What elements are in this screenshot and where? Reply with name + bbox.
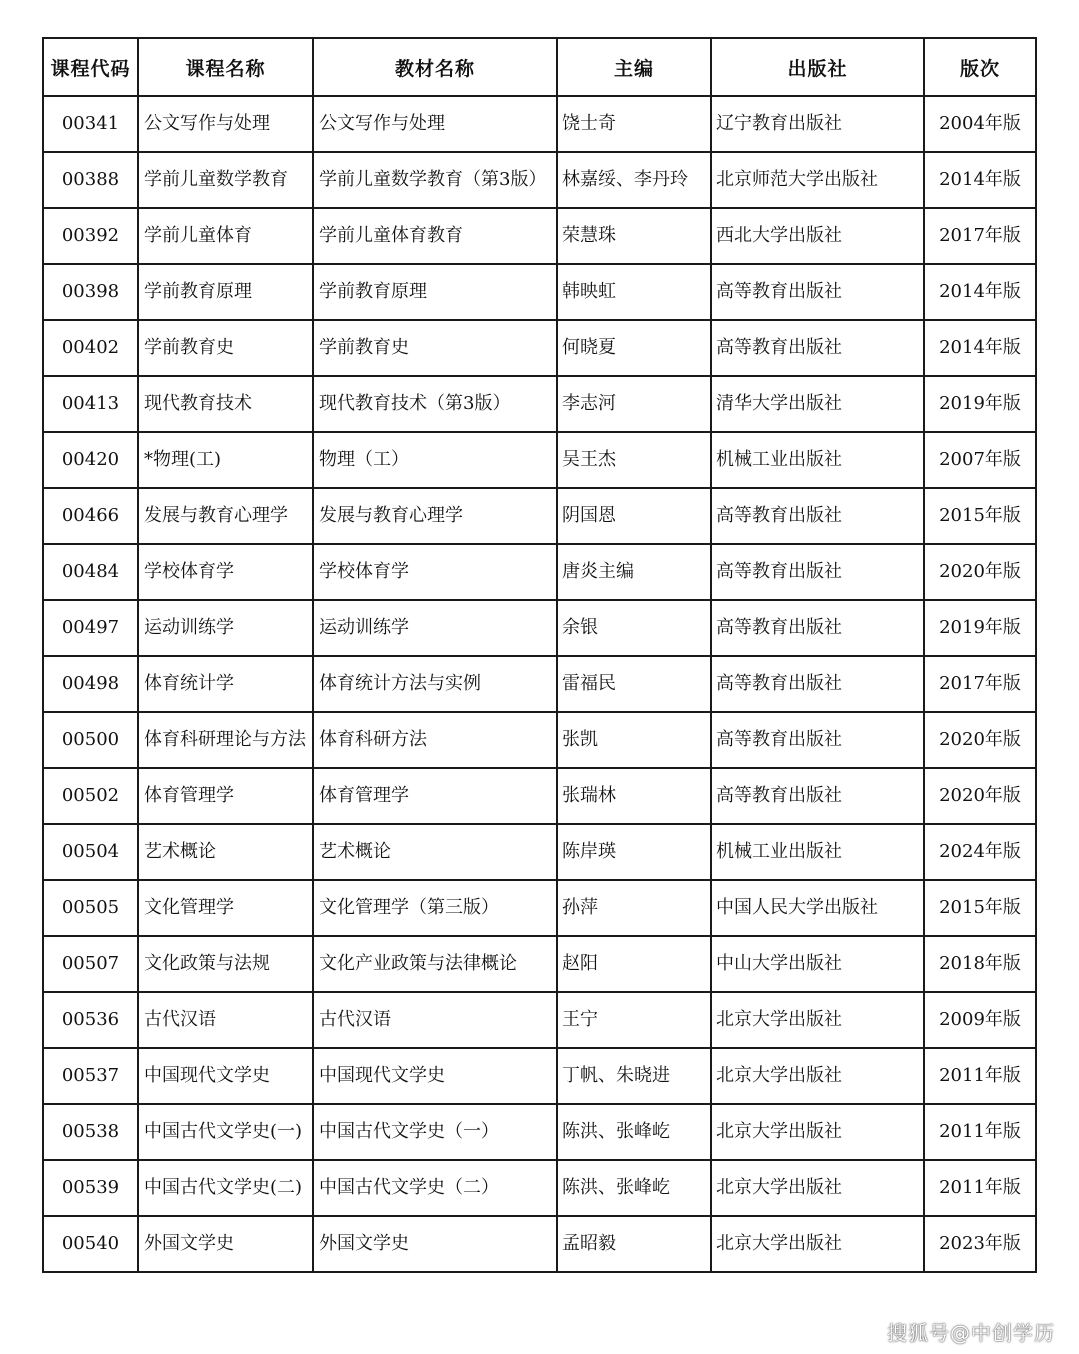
- course-name-cell: 学校体育学: [138, 544, 313, 600]
- edition-cell: 2024年版: [924, 824, 1036, 880]
- author-cell: 李志河: [557, 376, 711, 432]
- table-row: [43, 600, 1036, 656]
- table-row: [43, 320, 1036, 376]
- edition-cell: 2019年版: [924, 376, 1036, 432]
- course-name-cell: 外国文学史: [138, 1216, 313, 1272]
- textbook-name-cell: 中国古代文学史（一）: [313, 1104, 557, 1160]
- textbook-name-cell: 发展与教育心理学: [313, 488, 557, 544]
- author-cell: 阴国恩: [557, 488, 711, 544]
- textbook-name-cell: 公文写作与处理: [313, 96, 557, 152]
- textbook-name-cell: 学前教育史: [313, 320, 557, 376]
- header-textbook-name: 教材名称: [313, 38, 557, 96]
- author-cell: 陈洪、张峰屹: [557, 1104, 711, 1160]
- author-cell: 陈洪、张峰屹: [557, 1160, 711, 1216]
- edition-cell: 2015年版: [924, 488, 1036, 544]
- course-code-cell: 00537: [43, 1048, 138, 1104]
- course-code-cell: 00540: [43, 1216, 138, 1272]
- textbook-table: [42, 37, 1037, 1273]
- course-code-cell: 00466: [43, 488, 138, 544]
- course-name-cell: *物理(工): [138, 432, 313, 488]
- table-row: [43, 432, 1036, 488]
- course-code-cell: 00500: [43, 712, 138, 768]
- edition-cell: 2014年版: [924, 320, 1036, 376]
- course-code-cell: 00402: [43, 320, 138, 376]
- course-name-cell: 中国古代文学史(二): [138, 1160, 313, 1216]
- course-name-cell: 运动训练学: [138, 600, 313, 656]
- header-course-name: 课程名称: [138, 38, 313, 96]
- table-row: [43, 1104, 1036, 1160]
- table-row: [43, 1048, 1036, 1104]
- edition-cell: 2011年版: [924, 1048, 1036, 1104]
- edition-cell: 2017年版: [924, 208, 1036, 264]
- publisher-cell: 机械工业出版社: [711, 824, 924, 880]
- textbook-name-cell: 学前儿童体育教育: [313, 208, 557, 264]
- course-name-cell: 艺术概论: [138, 824, 313, 880]
- table-row: [43, 768, 1036, 824]
- course-name-cell: 现代教育技术: [138, 376, 313, 432]
- publisher-cell: 清华大学出版社: [711, 376, 924, 432]
- edition-cell: 2007年版: [924, 432, 1036, 488]
- textbook-name-cell: 文化管理学（第三版）: [313, 880, 557, 936]
- textbook-name-cell: 体育科研方法: [313, 712, 557, 768]
- table-row: [43, 264, 1036, 320]
- edition-cell: 2011年版: [924, 1104, 1036, 1160]
- course-code-cell: 00504: [43, 824, 138, 880]
- publisher-cell: 北京大学出版社: [711, 992, 924, 1048]
- author-cell: 陈岸瑛: [557, 824, 711, 880]
- course-name-cell: 古代汉语: [138, 992, 313, 1048]
- edition-cell: 2018年版: [924, 936, 1036, 992]
- course-name-cell: 学前教育原理: [138, 264, 313, 320]
- author-cell: 赵阳: [557, 936, 711, 992]
- author-cell: 孙萍: [557, 880, 711, 936]
- publisher-cell: 高等教育出版社: [711, 544, 924, 600]
- course-code-cell: 00536: [43, 992, 138, 1048]
- edition-cell: 2020年版: [924, 768, 1036, 824]
- author-cell: 张瑞林: [557, 768, 711, 824]
- edition-cell: 2014年版: [924, 264, 1036, 320]
- textbook-name-cell: 文化产业政策与法律概论: [313, 936, 557, 992]
- course-name-cell: 学前儿童数学教育: [138, 152, 313, 208]
- course-name-cell: 学前儿童体育: [138, 208, 313, 264]
- table-row: [43, 656, 1036, 712]
- table-row: [43, 992, 1036, 1048]
- course-name-cell: 体育统计学: [138, 656, 313, 712]
- table-row: [43, 1216, 1036, 1272]
- publisher-cell: 北京大学出版社: [711, 1104, 924, 1160]
- table-row: [43, 376, 1036, 432]
- table-row: [43, 96, 1036, 152]
- textbook-name-cell: 古代汉语: [313, 992, 557, 1048]
- author-cell: 孟昭毅: [557, 1216, 711, 1272]
- course-code-cell: 00388: [43, 152, 138, 208]
- edition-cell: 2014年版: [924, 152, 1036, 208]
- textbook-name-cell: 运动训练学: [313, 600, 557, 656]
- edition-cell: 2023年版: [924, 1216, 1036, 1272]
- course-code-cell: 00497: [43, 600, 138, 656]
- table-row: [43, 208, 1036, 264]
- course-name-cell: 体育科研理论与方法: [138, 712, 313, 768]
- watermark: 搜狐号@中创学历: [887, 1321, 1055, 1345]
- table-row: [43, 544, 1036, 600]
- publisher-cell: 高等教育出版社: [711, 768, 924, 824]
- textbook-name-cell: 艺术概论: [313, 824, 557, 880]
- table-body: [43, 96, 1036, 1272]
- course-code-cell: 00498: [43, 656, 138, 712]
- header-course-code: 课程代码: [43, 38, 138, 96]
- header-author: 主编: [557, 38, 711, 96]
- course-code-cell: 00507: [43, 936, 138, 992]
- textbook-name-cell: 中国古代文学史（二）: [313, 1160, 557, 1216]
- publisher-cell: 高等教育出版社: [711, 600, 924, 656]
- course-code-cell: 00413: [43, 376, 138, 432]
- table-row: [43, 880, 1036, 936]
- edition-cell: 2017年版: [924, 656, 1036, 712]
- course-name-cell: 公文写作与处理: [138, 96, 313, 152]
- table-row: [43, 1160, 1036, 1216]
- edition-cell: 2011年版: [924, 1160, 1036, 1216]
- publisher-cell: 北京师范大学出版社: [711, 152, 924, 208]
- author-cell: 丁帆、朱晓进: [557, 1048, 711, 1104]
- edition-cell: 2004年版: [924, 96, 1036, 152]
- author-cell: 林嘉绥、李丹玲: [557, 152, 711, 208]
- course-code-cell: 00420: [43, 432, 138, 488]
- author-cell: 吴王杰: [557, 432, 711, 488]
- course-code-cell: 00484: [43, 544, 138, 600]
- table-row: [43, 712, 1036, 768]
- textbook-name-cell: 中国现代文学史: [313, 1048, 557, 1104]
- course-name-cell: 学前教育史: [138, 320, 313, 376]
- textbook-name-cell: 现代教育技术（第3版）: [313, 376, 557, 432]
- textbook-name-cell: 外国文学史: [313, 1216, 557, 1272]
- textbook-name-cell: 体育统计方法与实例: [313, 656, 557, 712]
- textbook-name-cell: 体育管理学: [313, 768, 557, 824]
- course-code-cell: 00539: [43, 1160, 138, 1216]
- header-publisher: 出版社: [711, 38, 924, 96]
- author-cell: 唐炎主编: [557, 544, 711, 600]
- publisher-cell: 高等教育出版社: [711, 264, 924, 320]
- course-name-cell: 文化管理学: [138, 880, 313, 936]
- author-cell: 何晓夏: [557, 320, 711, 376]
- course-code-cell: 00502: [43, 768, 138, 824]
- publisher-cell: 北京大学出版社: [711, 1160, 924, 1216]
- author-cell: 张凯: [557, 712, 711, 768]
- author-cell: 韩映虹: [557, 264, 711, 320]
- course-code-cell: 00341: [43, 96, 138, 152]
- publisher-cell: 北京大学出版社: [711, 1216, 924, 1272]
- edition-cell: 2009年版: [924, 992, 1036, 1048]
- edition-cell: 2020年版: [924, 712, 1036, 768]
- course-name-cell: 中国现代文学史: [138, 1048, 313, 1104]
- header-edition: 版次: [924, 38, 1036, 96]
- course-code-cell: 00505: [43, 880, 138, 936]
- table-header-row: [43, 38, 1036, 96]
- publisher-cell: 中国人民大学出版社: [711, 880, 924, 936]
- textbook-name-cell: 物理（工）: [313, 432, 557, 488]
- author-cell: 余银: [557, 600, 711, 656]
- textbook-name-cell: 学前儿童数学教育（第3版）: [313, 152, 557, 208]
- publisher-cell: 北京大学出版社: [711, 1048, 924, 1104]
- table-row: [43, 824, 1036, 880]
- publisher-cell: 中山大学出版社: [711, 936, 924, 992]
- textbook-list-sheet: [42, 37, 1035, 1273]
- publisher-cell: 西北大学出版社: [711, 208, 924, 264]
- table-row: [43, 936, 1036, 992]
- textbook-name-cell: 学校体育学: [313, 544, 557, 600]
- course-name-cell: 文化政策与法规: [138, 936, 313, 992]
- course-code-cell: 00538: [43, 1104, 138, 1160]
- publisher-cell: 高等教育出版社: [711, 712, 924, 768]
- author-cell: 饶士奇: [557, 96, 711, 152]
- table-row: [43, 152, 1036, 208]
- course-code-cell: 00398: [43, 264, 138, 320]
- course-name-cell: 体育管理学: [138, 768, 313, 824]
- publisher-cell: 辽宁教育出版社: [711, 96, 924, 152]
- edition-cell: 2020年版: [924, 544, 1036, 600]
- author-cell: 荣慧珠: [557, 208, 711, 264]
- publisher-cell: 高等教育出版社: [711, 656, 924, 712]
- textbook-name-cell: 学前教育原理: [313, 264, 557, 320]
- publisher-cell: 高等教育出版社: [711, 320, 924, 376]
- publisher-cell: 机械工业出版社: [711, 432, 924, 488]
- course-code-cell: 00392: [43, 208, 138, 264]
- table-row: [43, 488, 1036, 544]
- edition-cell: 2015年版: [924, 880, 1036, 936]
- edition-cell: 2019年版: [924, 600, 1036, 656]
- author-cell: 雷福民: [557, 656, 711, 712]
- course-name-cell: 发展与教育心理学: [138, 488, 313, 544]
- author-cell: 王宁: [557, 992, 711, 1048]
- publisher-cell: 高等教育出版社: [711, 488, 924, 544]
- course-name-cell: 中国古代文学史(一): [138, 1104, 313, 1160]
